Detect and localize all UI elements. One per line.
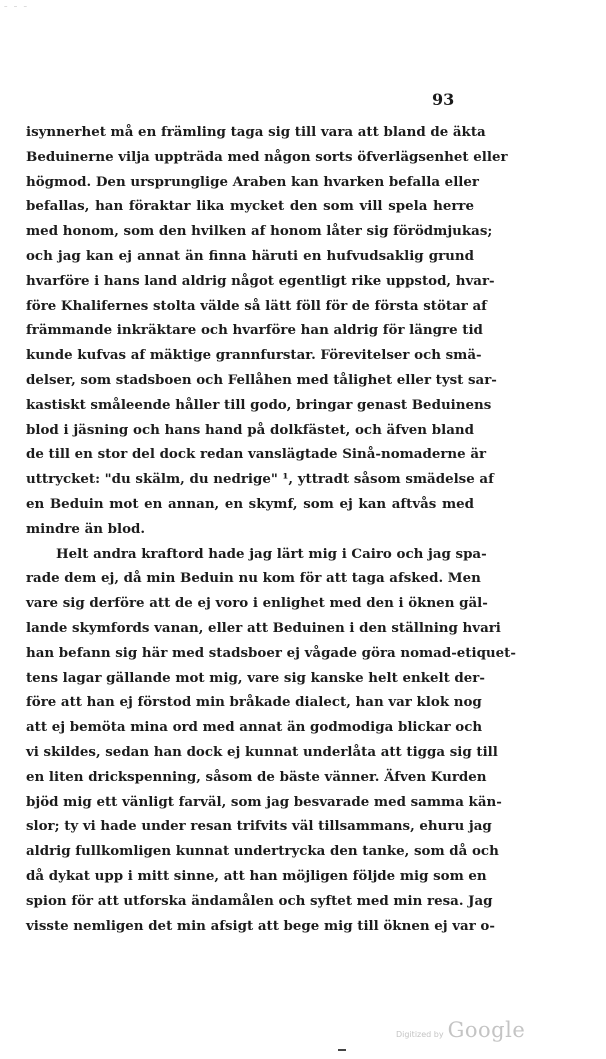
text-line: kunde kufvas af mäktige grannfurstar. Förevitelser och smä- xyxy=(26,347,482,364)
body-text xyxy=(26,120,516,938)
text-line: en Beduin mot en annan, en skymf, som ej kan aftvås med xyxy=(26,495,474,512)
text-line: de till en stor del dock redan vanslägtade Sinå-nomaderne är xyxy=(26,446,487,463)
text-line: aldrig fullkomligen kunnat undertrycka den tanke, som då och xyxy=(26,843,499,860)
text-line: rade dem ej, då min Beduin nu kom för att taga afsked. Men xyxy=(26,570,481,587)
text-line: isynnerhet må en främling taga sig till vara att bland de äkta xyxy=(26,124,486,140)
text-line: slor; ty vi hade under resan trifvits väl tillsammans, ehuru jag xyxy=(26,818,492,835)
text-line: främmande inkräktare och hvarföre han aldrig för längre tid xyxy=(26,322,483,339)
text-line: vi skildes, sedan han dock ej kunnat underlåta att tigga sig till xyxy=(26,743,498,760)
text-line: spion för att utforska ändamålen och syftet med min resa. Jag xyxy=(26,892,493,909)
text-line: han befann sig här med stadsboer ej vågade göra nomad-etiquet- xyxy=(26,644,516,661)
text-line: kastiskt småleende håller till godo, bringar genast Beduinens xyxy=(26,396,492,413)
google-logo: Google xyxy=(447,1018,526,1042)
bottom-dash-mark xyxy=(338,1049,346,1051)
text-line: bjöd mig ett vänligt farväl, som jag besvarade med samma kän- xyxy=(26,793,502,810)
page-number: 93 xyxy=(432,90,455,109)
text-line: blod i jäsning och hans hand på dolkfästet, och äfven bland xyxy=(26,421,474,438)
text-line: befallas, han föraktar lika mycket den som vill spela herre xyxy=(26,198,474,215)
text-line: hvarföre i hans land aldrig något egentligt rike uppstod, hvar- xyxy=(26,272,495,289)
text-line: före Khalifernes stolta välde så lätt föll för de första stötar af xyxy=(26,297,487,314)
text-line: tens lagar gällande mot mig, vare sig kanske helt enkelt der- xyxy=(26,669,485,686)
text-line: mindre än blod. xyxy=(26,520,146,537)
text-line: en liten drickspenning, såsom de bäste vänner. Äfven Kurden xyxy=(26,768,487,785)
scan-corner-mark: – – – xyxy=(4,2,29,10)
text-line: före att han ej förstod min bråkade dialect, han var klok nog xyxy=(26,694,482,711)
text-line: delser, som stadsboen och Fellåhen med tålighet eller tyst sar- xyxy=(26,371,497,388)
digitized-watermark xyxy=(396,1018,525,1042)
text-line: vare sig derföre att de ej voro i enlighet med den i öknen gäl- xyxy=(26,595,488,612)
text-line: Helt andra kraftord hade jag lärt mig i Cairo och jag spa- xyxy=(56,545,487,562)
text-line: högmod. Den ursprunglige Araben kan hvarken befalla eller xyxy=(26,173,479,190)
watermark-prefix: Digitized by xyxy=(396,1030,444,1039)
text-line: och jag kan ej annat än finna häruti en hufvudsaklig grund xyxy=(26,247,474,264)
text-line: med honom, som den hvilken af honom låter sig förödmjukas; xyxy=(26,223,493,240)
text-line: Beduinerne vilja uppträda med någon sorts öfverlägsenhet eller xyxy=(26,148,508,165)
text-line: uttrycket: "du skälm, du nedrige" ¹, yttradt såsom smädelse af xyxy=(26,471,494,488)
text-line: att ej bemöta mina ord med annat än godmodiga blickar och xyxy=(26,719,483,736)
text-line: då dykat upp i mitt sinne, att han möjligen följde mig som en xyxy=(26,867,487,884)
text-line: visste nemligen det min afsigt att bege mig till öknen ej var o- xyxy=(26,917,495,934)
text-line: lande skymfords vanan, eller att Beduinen i den ställning hvari xyxy=(26,619,501,636)
